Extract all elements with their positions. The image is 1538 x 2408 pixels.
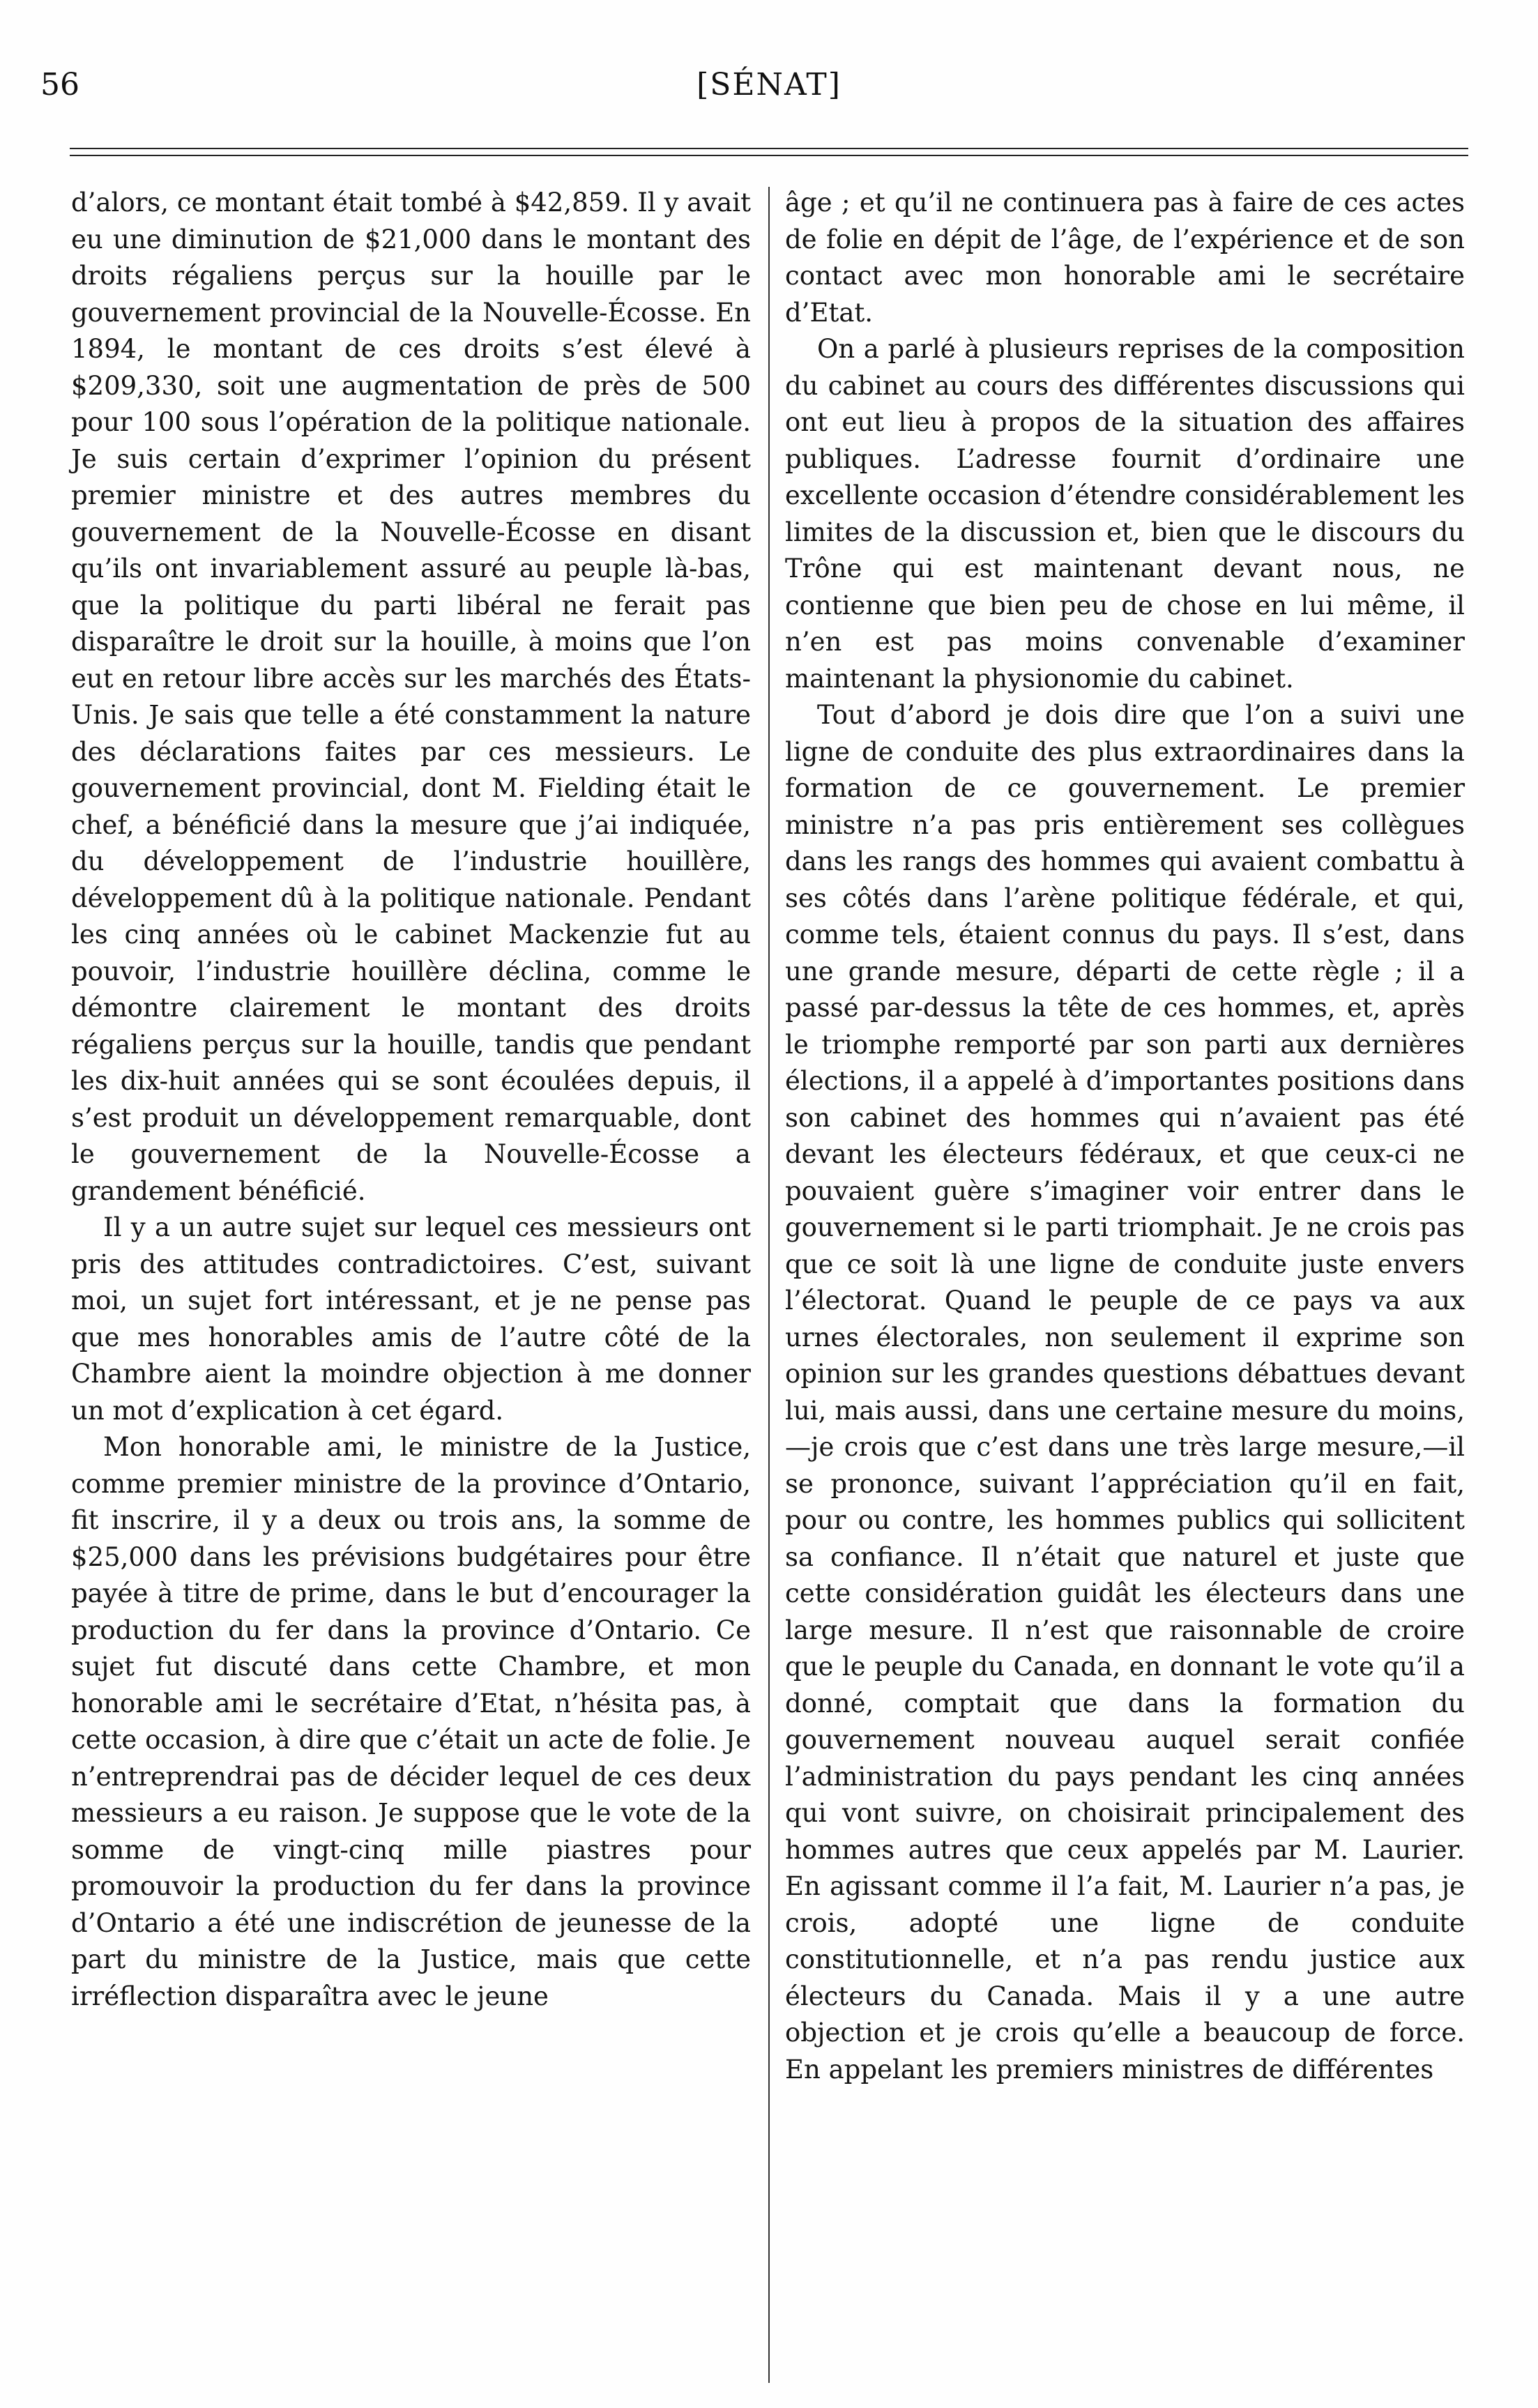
left-paragraph-2: Il y a un autre sujet sur lequel ces messieurs ont pris des attitudes contradictoires. C’est, suivant moi, un sujet fort intéressant, et je ne pense pas que mes honorables amis de l’autre côté de la Chambre aient la moindre objection à me donner un mot d’explication à cet égard. [71, 1212, 751, 1426]
right-column [785, 185, 1465, 2088]
header-rule-bottom [70, 155, 1468, 156]
left-column [71, 185, 751, 2015]
running-head: [SÉNAT] [696, 67, 842, 102]
column-divider [768, 187, 770, 2383]
right-paragraph-3: Tout d’abord je dois dire que l’on a suivi une ligne de conduite des plus extraordinaires dans la formation de ce gouvernement. Le premier ministre n’a pas pris entièrement ses collègues dans les rangs des hommes qui avaient combattu à ses côtés dans l’arène politique fédérale, et qui, comme tels, étaient connus du pays. Il s’est, dans une grande mesure, départi de cette règle ; il a passé par-dessus la tête de ces hommes, et, après le triomphe remporté par son parti aux dernières élections, il a appelé à d’importantes positions dans son cabinet des hommes qui n’avaient pas été devant les électeurs fédéraux, et que ceux-ci ne pouvaient guère s’imaginer voir entrer dans le gouvernement si le parti triomphait. Je ne crois pas que ce soit là une ligne de conduite juste envers l’électorat. Quand le peuple de ce pays va aux urnes électorales, non seulement il exprime son opinion sur les grandes questions débattues devant lui, mais aussi, dans une certaine mesure du moins,—je crois que c’est dans une très large mesure,—il se prononce, suivant l’appréciation qu’il en fait, pour ou contre, les hommes publics qui sollicitent sa confiance. Il n’était que naturel et juste que cette considération guidât les électeurs dans une large mesure. Il n’est que raisonnable de croire que le peuple du Canada, en donnant le vote qu’il a donné, comptait que dans la formation du gouvernement nouveau auquel serait confiée l’administration du pays pendant les cinq années qui vont suivre, on choisirait principalement des hommes autres que ceux appelés par M. Laurier. En agissant comme il l’a fait, M. Laurier n’a pas, je crois, adopté une ligne de conduite constitutionnelle, et n’a pas rendu justice aux électeurs du Canada. Mais il y a une autre objection et je crois qu’elle a beaucoup de force. En appelant les premiers ministres de différentes [785, 700, 1465, 2085]
left-paragraph-3: Mon honorable ami, le ministre de la Justice, comme premier ministre de la province d’Ontario, fit inscrire, il y a deux ou trois ans, la somme de $25,000 dans les prévisions budgétaires pour être payée à titre de prime, dans le but d’encourager la production du fer dans la province d’Ontario. Ce sujet fut discuté dans cette Chambre, et mon honorable ami le secrétaire d’Etat, n’hésita pas, à cette occasion, à dire que c’était un acte de folie. Je n’entreprendrai pas de décider lequel de ces deux messieurs a eu raison. Je suppose que le vote de la somme de vingt-cinq mille piastres pour promouvoir la production du fer dans la province d’Ontario a été une indiscrétion de jeunesse de la part du ministre de la Justice, mais que cette irréflection disparaîtra avec le jeune [71, 1432, 751, 2011]
header-rule-top [70, 148, 1468, 149]
left-paragraph-1: d’alors, ce montant était tombé à $42,859. Il y avait eu une diminution de $21,000 dans le montant des droits régaliens perçus sur la houille par le gouvernement provincial de la Nouvelle-Écosse. En 1894, le montant de ces droits s’est élevé à $209,330, soit une augmentation de près de 500 pour 100 sous l’opération de la politique nationale. Je suis certain d’exprimer l’opinion du présent premier ministre et des autres membres du gouvernement de la Nouvelle-Écosse en disant qu’ils ont invariablement assuré au peuple là-bas, que la politique du parti libéral ne ferait pas disparaître le droit sur la houille, à moins que l’on eut en retour libre accès sur les marchés des États-Unis. Je sais que telle a été constamment la nature des déclarations faites par ces messieurs. Le gouvernement provincial, dont M. Fielding était le chef, a bénéficié dans la mesure que j’ai indiquée, du développement de l’industrie houillère, développement dû à la politique nationale. Pendant les cinq années où le cabinet Mackenzie fut au pouvoir, l’industrie houillère déclina, comme le démontre clairement le montant des droits régaliens perçus sur la houille, tandis que pendant les dix-huit années qui se sont écoulées depuis, il s’est produit un développement remarquable, dont le gouvernement de la Nouvelle-Écosse a grandement bénéficié. [71, 188, 751, 1206]
right-paragraph-2: On a parlé à plusieurs reprises de la composition du cabinet au cours des différentes discussions qui ont eut lieu à propos de la situation des affaires publiques. L’adresse fournit d’ordinaire une excellente occasion d’étendre considérablement les limites de la discussion et, bien que le discours du Trône qui est maintenant devant nous, ne contienne que bien peu de chose en lui même, il n’en est pas moins convenable d’examiner maintenant la physionomie du cabinet. [785, 334, 1465, 694]
right-paragraph-1: âge ; et qu’il ne continuera pas à faire de ces actes de folie en dépit de l’âge, de l’expérience et de son contact avec mon honorable ami le secrétaire d’Etat. [785, 188, 1465, 328]
page-number: 56 [40, 67, 79, 102]
